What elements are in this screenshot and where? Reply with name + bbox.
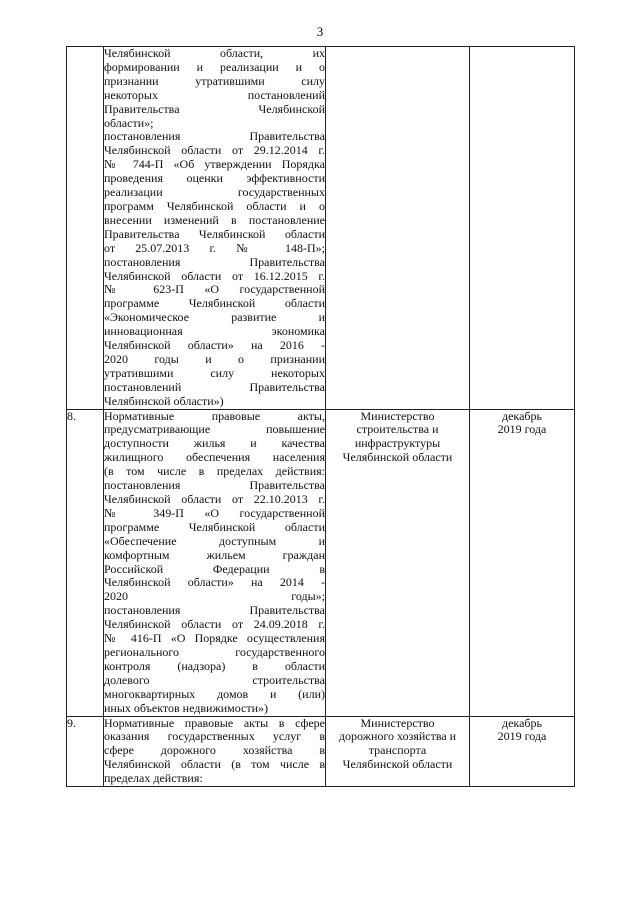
row-number: 8. (67, 408, 76, 423)
act-text-line: пределах действия: (104, 771, 203, 786)
act-text-line: Челябинской области, их (104, 46, 325, 60)
responsible-org-cell (326, 716, 470, 787)
act-text-line: долевого строительства (104, 672, 325, 687)
responsible-org-line: Министерство (360, 408, 435, 423)
deadline-cell (470, 47, 575, 410)
act-text-line: постановлений Правительства (104, 379, 325, 394)
act-text-line: Челябинской области от 22.10.2013 г. (104, 492, 325, 506)
responsible-org-line: дорожного хозяйства и (338, 729, 457, 744)
act-text-line: Челябинской области» на 2014 - (104, 575, 325, 590)
act-text-line: реализации государственных (104, 185, 325, 200)
act-text-line: Российской Федерации в (104, 561, 325, 576)
act-description-cell (104, 47, 326, 410)
act-text-line: Правительства Челябинской (104, 101, 325, 116)
act-text-line: признании утратившими силу (104, 73, 325, 88)
act-text-line: № 744-П «Об утверждении Порядка (104, 157, 325, 172)
act-text-line: «Экономическое развитие и (104, 310, 325, 325)
act-text-line: внесении изменений в постановление (104, 212, 325, 227)
responsible-org-line: инфраструктуры (354, 436, 441, 451)
act-text-line: Челябинской области от 29.12.2014 г. (104, 143, 325, 158)
act-text-line: программе Челябинской области (104, 519, 325, 534)
act-text-line: постановления Правительства (104, 603, 325, 618)
act-text-line: программе Челябинской области (104, 296, 325, 311)
act-text-line: утратившими силу некоторых (104, 365, 325, 380)
act-text-line: 2020 годы»; (104, 589, 325, 604)
act-text-line: Челябинской области») (104, 393, 224, 408)
row-number-cell (67, 409, 104, 716)
responsible-org-line: строительства и (356, 422, 439, 437)
act-text-line: иных объектов недвижимости») (104, 700, 269, 715)
act-text-line: жилищного обеспечения населения (104, 450, 325, 465)
deadline-cell (470, 409, 575, 716)
act-text-line: Челябинской области (в том числе в (104, 757, 325, 772)
responsible-org-line: транспорта (368, 743, 427, 758)
table-body (67, 47, 575, 787)
deadline-line: 2019 года (497, 422, 547, 437)
act-text-line: проведения оценки эффективности (104, 171, 325, 186)
act-text-line: регионального государственного (104, 644, 325, 659)
act-text-line: Челябинской области» на 2016 - (104, 338, 325, 353)
act-text-line: комфортным жильем граждан (104, 547, 325, 562)
act-text-line: постановления Правительства (104, 478, 325, 493)
act-text-line: многоквартирных домов и (или) (104, 686, 325, 701)
act-text-line: контроля (надзора) в области (104, 658, 325, 673)
act-text-line: формировании и реализации и о (104, 59, 325, 74)
deadline-line: декабрь (502, 408, 542, 423)
deadline-cell (470, 716, 575, 787)
row-number-cell (67, 47, 104, 410)
act-text-line: Правительства Челябинской области (104, 226, 325, 241)
act-text-line: программ Челябинской области и о (104, 198, 325, 213)
act-text-line: (в том числе в пределах действия: (104, 464, 325, 479)
act-text-line: Челябинской области от 24.09.2018 г. (104, 617, 325, 632)
responsible-org-line: Челябинской области (342, 450, 453, 465)
deadline-line: декабрь (502, 715, 542, 730)
table-row (67, 409, 575, 716)
act-description-cell (104, 716, 326, 787)
table-row (67, 47, 575, 410)
act-text-line: от 25.07.2013 г. № 148-П»; (104, 240, 325, 255)
responsible-org-line: Министерство (360, 715, 435, 730)
act-text-line: № 416-П «О Порядке осуществления (104, 631, 325, 646)
act-text-line: постановления Правительства (104, 254, 325, 269)
page-number: 3 (316, 24, 324, 39)
table-row (67, 716, 575, 787)
act-text-line: постановления Правительства (104, 129, 325, 144)
act-description-cell (104, 409, 326, 716)
deadline-line: 2019 года (497, 729, 547, 744)
act-text-line: доступности жилья и качества (104, 436, 325, 451)
responsible-org-cell (326, 47, 470, 410)
row-number: 9. (67, 715, 76, 730)
act-text-line: оказания государственных услуг в (104, 729, 325, 744)
act-text-line: Нормативные правовые акты, (104, 408, 325, 423)
act-text-line: № 349-П «О государственной (104, 505, 325, 520)
act-text-line: предусматривающие повышение (104, 422, 325, 437)
responsible-org-cell (326, 409, 470, 716)
act-text-line: 2020 годы и о признании (104, 351, 325, 366)
plan-table (66, 46, 575, 787)
act-text-line: № 623-П «О государственной (104, 282, 325, 297)
act-text-line: сфере дорожного хозяйства в (104, 743, 325, 758)
act-text-line: «Обеспечение доступным и (104, 533, 325, 548)
act-text-line: Челябинской области от 16.12.2015 г. (104, 268, 325, 283)
act-text-line: некоторых постановлений (104, 87, 325, 102)
row-number-cell (67, 716, 104, 787)
responsible-org-line: Челябинской области (342, 757, 453, 772)
act-text-line: области»; (104, 115, 154, 130)
act-text-line: инновационная экономика (104, 324, 325, 339)
act-text-line: Нормативные правовые акты в сфере (104, 715, 325, 730)
